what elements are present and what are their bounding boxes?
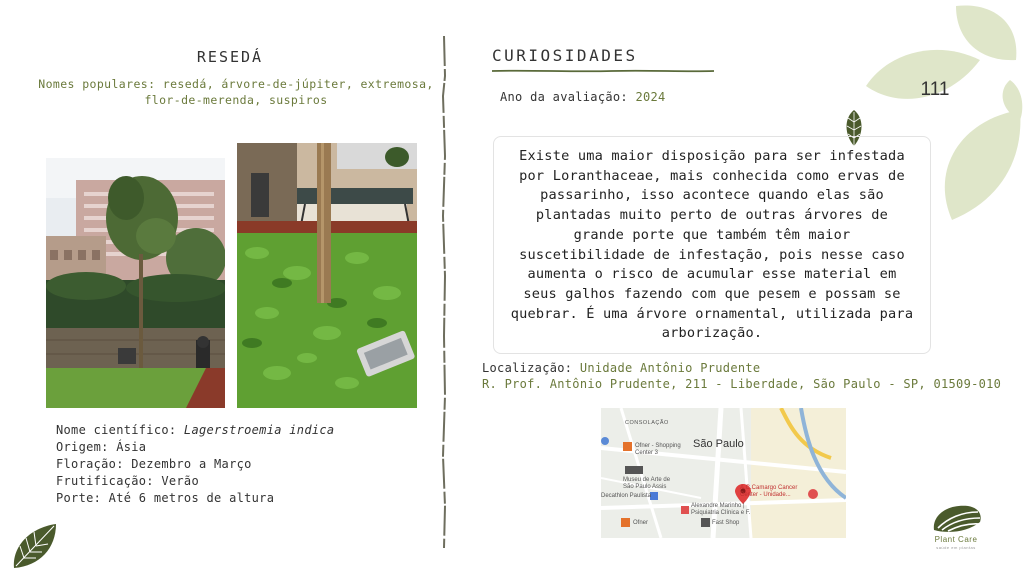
curiosities-title: CURIOSIDADES xyxy=(492,46,638,65)
map-poi-alexandre: Alexandre Marinho | Psiquiatria Clínica e F. xyxy=(691,503,751,516)
location-unit: Unidade Antônio Prudente xyxy=(579,361,761,375)
logo-name: Plant Care xyxy=(934,535,978,544)
evaluation-year: Ano da avaliação: 2024 xyxy=(500,90,666,104)
curiosities-text: Existe uma maior disposição para ser infestada por Loranthaceae, mais conhecida como ervas de passarinho, isso acontece quando elas são plantadas muito perto de outras árvores de grande porte que também têm maior suscetibilidade de infestação, pois nesse caso aumenta o risco de acumular esse material em seus galhos fazendo com que pesem e possam se quebrar. É uma árvore ornamental, utilizada para arborização. xyxy=(493,136,931,354)
map-poi-accamargo: A.C.Camargo Cancer Center - Unidade... xyxy=(740,485,798,498)
plant-care-logo-icon xyxy=(928,502,984,534)
scientific-name: Nome científico: Lagerstroemia indica xyxy=(56,423,335,437)
map-district: CONSOLAÇÃO xyxy=(625,420,669,426)
size: Porte: Até 6 metros de altura xyxy=(56,491,275,505)
plant-photo-ground xyxy=(237,143,417,408)
map-poi-fast-shop: Fast Shop xyxy=(712,520,740,526)
plant-photo-tree xyxy=(46,158,225,408)
map-poi-ofner: Ofner xyxy=(633,520,649,526)
page-number: 111 xyxy=(920,79,950,100)
origin: Origem: Ásia xyxy=(56,440,147,454)
map-city: São Paulo xyxy=(693,438,744,450)
flowering: Floração: Dezembro a Março xyxy=(56,457,252,471)
title-underline xyxy=(492,69,714,73)
logo-tagline: saúde em plantas xyxy=(936,545,976,550)
location-map[interactable] xyxy=(601,408,846,538)
map-roads xyxy=(601,408,846,538)
evaluation-year-value: 2024 xyxy=(635,90,666,104)
leaf-icon-bottom-left xyxy=(10,522,60,570)
plant-info xyxy=(56,422,334,507)
center-divider xyxy=(440,36,448,548)
plant-title: RESEDÁ xyxy=(196,48,264,66)
location-address: R. Prof. Antônio Prudente, 211 - Liberdade, São Paulo - SP, 01509-010 xyxy=(482,377,1002,391)
fruiting: Frutificação: Verão xyxy=(56,474,199,488)
map-poi-masp: Museu de Arte de São Paulo Assis xyxy=(623,477,671,490)
popular-names: Nomes populares: resedá, árvore-de-júpiter, extremosa, flor-de-merenda, suspiros xyxy=(38,77,434,107)
map-poi-decathlon: Decathlon Paulista xyxy=(601,493,652,499)
location: Localização: Unidade Antônio Prudente xyxy=(482,361,761,375)
map-poi-ofner-shopping: Ofner - Shopping Center 3 xyxy=(635,443,681,456)
scientific-name-value: Lagerstroemia indica xyxy=(183,423,335,437)
